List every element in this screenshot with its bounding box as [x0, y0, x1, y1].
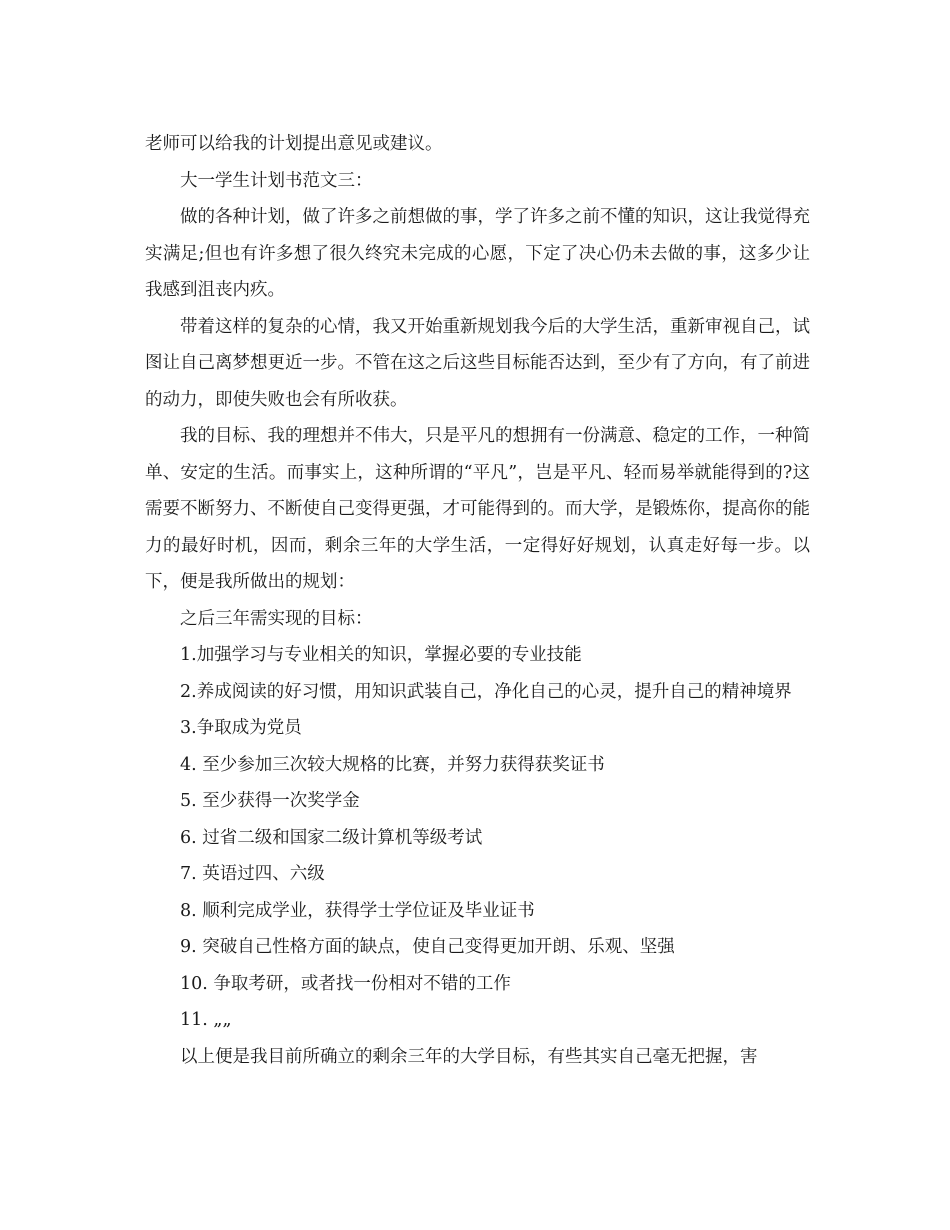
- goal-item-6: 6. 过省二级和国家二级计算机等级考试: [180, 827, 483, 848]
- goal-item-3: 3.争取成为党员: [180, 718, 302, 738]
- paragraph-teacher-suggestion: 老师可以给我的计划提出意见或建议。: [145, 134, 443, 154]
- goal-item-7: 7. 英语过四、六级: [180, 864, 325, 884]
- goal-item-9: 9. 突破自己性格方面的缺点，使自己变得更加开朗、乐观、坚强: [180, 937, 675, 957]
- goals-heading: 之后三年需实现的目标：: [180, 608, 373, 629]
- paragraph-goals-intro: 我的目标、我的理想并不伟大，只是平凡的想拥有一份满意、稳定的工作，一种简单、安定的生活。而事实上，这种所谓的“平凡”，岂是平凡、轻而易举就能得到的?这需要不断努力、不断使自己变得更强，才可能得到的。而大学，是锻炼你，提高你的能力的最好时机，因而，剩余三年的大学生活，一定得好好规划，认真走好每一步。以下，便是我所做出的规划：: [145, 426, 810, 592]
- paragraph-replanning: 带着这样的复杂的心情，我又开始重新规划我今后的大学生活，重新审视自己，试图让自己离梦想更近一步。不管在这之后这些目标能否达到，至少有了方向，有了前进的动力，即使失败也会有所收获。: [145, 316, 810, 410]
- goal-item-11: 11. „„: [180, 1010, 232, 1030]
- paragraph-conclusion: 以上便是我目前所确立的剩余三年的大学目标，有些其实自己毫无把握，害: [180, 1046, 758, 1067]
- paragraph-reflection: 做的各种计划，做了许多之前想做的事，学了许多之前不懂的知识，这让我觉得充实满足;但也有许多想了很久终究未完成的心愿，下定了决心仍未去做的事，这多少让我感到沮丧内疚。: [145, 207, 810, 300]
- document-body: [145, 126, 810, 1075]
- goal-item-4: 4. 至少参加三次较大规格的比赛，并努力获得获奖证书: [180, 754, 605, 775]
- section-heading: 大一学生计划书范文三：: [180, 170, 373, 191]
- goal-item-8: 8. 顺利完成学业，获得学士学位证及毕业证书: [180, 900, 535, 921]
- goal-item-5: 5. 至少获得一次奖学金: [180, 791, 360, 811]
- goal-item-2: 2.养成阅读的好习惯，用知识武装自己，净化自己的心灵，提升自己的精神境界: [180, 681, 792, 702]
- goal-item-10: 10. 争取考研，或者找一份相对不错的工作: [180, 973, 511, 994]
- goal-item-1: 1.加强学习与专业相关的知识，掌握必要的专业技能: [180, 645, 582, 665]
